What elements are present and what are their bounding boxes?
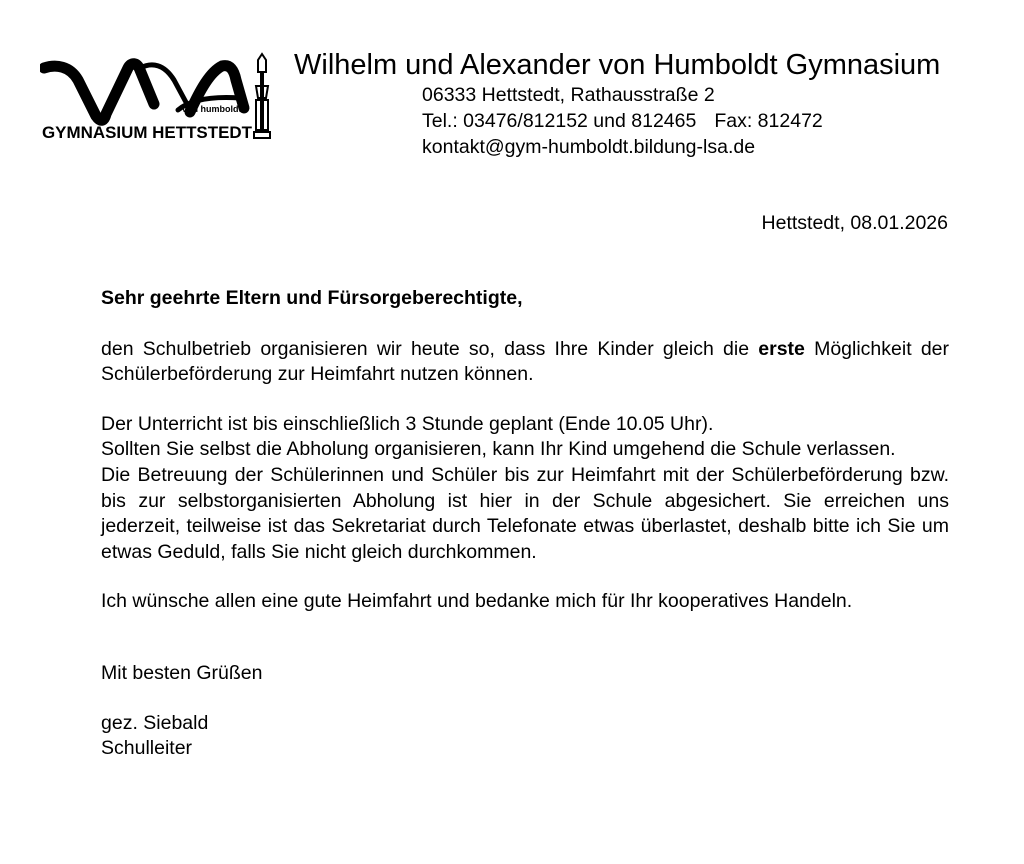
paragraph-1 xyxy=(101,337,949,388)
paragraph-2-line-2: Sollten Sie selbst die Abholung organisieren, kann Ihr Kind umgehend die Schule verlassen. xyxy=(101,438,896,461)
phone: Tel.: 03476/812152 und 812465 xyxy=(422,110,697,132)
signature: gez. Siebald xyxy=(101,711,209,734)
email: kontakt@gym-humboldt.bildung-lsa.de xyxy=(422,136,756,158)
closing: Mit besten Grüßen xyxy=(101,661,263,684)
phone-fax-line xyxy=(422,108,823,134)
contact-block xyxy=(422,82,823,160)
paragraph-2-line-3: Die Betreuung der Schülerinnen und Schüler bis zur Heimfahrt mit der Schülerbeförderung bzw. bis zur selbstorganisierten Abholung ist hier in der Schule abgesichert. Sie erreichen uns jederzeit, teilweise ist das Sekretariat durch Telefonate etwas überlastet, deshalb bitte ich Sie um etwas Geduld, falls Sie nicht gleich durchkommen. xyxy=(101,463,949,563)
date-line: Hettstedt, 08.01.2026 xyxy=(761,212,948,234)
salutation: Sehr geehrte Eltern und Fürsorgeberechtigte, xyxy=(101,287,523,309)
logo-text: GYMNASIUM HETTSTEDT xyxy=(42,123,253,142)
logo-graphic xyxy=(40,50,280,146)
school-logo xyxy=(40,50,280,146)
letter-body xyxy=(101,286,949,762)
fax: Fax: 812472 xyxy=(714,110,823,132)
address-line: 06333 Hettstedt, Rathausstraße 2 xyxy=(422,84,715,106)
paragraph-3: Ich wünsche allen eine gute Heimfahrt und bedanke mich für Ihr kooperatives Handeln. xyxy=(101,590,853,613)
paragraph-2-line-1: Der Unterricht ist bis einschließlich 3 Stunde geplant (Ende 10.05 Uhr). xyxy=(101,412,714,435)
school-name: Wilhelm und Alexander von Humboldt Gymnasium xyxy=(294,49,941,81)
signer-title: Schulleiter xyxy=(101,737,193,760)
paragraph-1-text-b: Möglichkeit der Schülerbeförderung zur Heimfahrt nutzen können. xyxy=(101,337,950,386)
logo-script-text: von humboldt xyxy=(182,104,242,114)
paragraph-1-text-a: den Schulbetrieb organisieren wir heute so, dass Ihre Kinder gleich die xyxy=(101,337,759,360)
paragraph-1-emphasis: erste xyxy=(758,337,805,360)
